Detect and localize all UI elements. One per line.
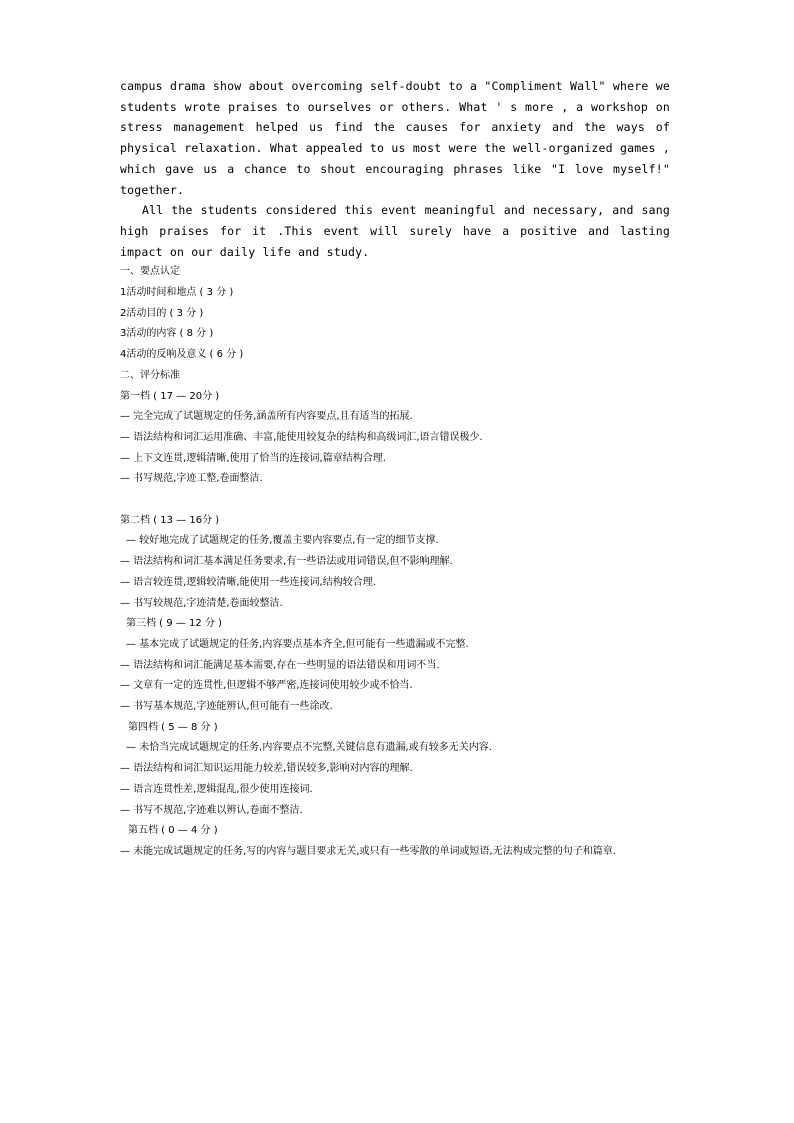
band-4-item: — 语法结构和词汇知识运用能力较差,错误较多,影响对内容的理解. — [120, 763, 413, 775]
band-3-title: 第三档 ( 9 — 12 分 ) — [126, 618, 222, 630]
band-1-title: 第一档 ( 17 — 20分 ) — [120, 390, 220, 402]
key-point-item: 4活动的反响及意义 ( 6 分 ) — [120, 349, 244, 361]
band-3-item: — 语法结构和词汇能满足基本需要,存在一些明显的语法错误和用词不当. — [120, 659, 440, 671]
band-4-title: 第四档 ( 5 — 8 分 ) — [128, 721, 218, 733]
band-2-item: — 语言较连贯,逻辑较清晰,能使用一些连接词,结构较合理. — [120, 576, 376, 588]
band-4-item: — 未恰当完成试题规定的任务,内容要点不完整,关键信息有遗漏,或有较多无关内容. — [126, 742, 492, 754]
band-3-item: — 基本完成了试题规定的任务,内容要点基本齐全,但可能有一些遗漏或不完整. — [126, 638, 469, 650]
key-points-heading: 一、要点认定 — [120, 266, 180, 278]
document-page — [120, 76, 670, 863]
band-5-item: — 未能完成试题规定的任务,写的内容与题目要求无关,或只有一些零散的单词或短语,无法构成完整的句子和篇章. — [120, 846, 616, 857]
band-3-item: — 文章有一定的连贯性,但逻辑不够严密,连接词使用较少或不恰当. — [120, 680, 413, 692]
band-1-item: — 完全完成了试题规定的任务,涵盖所有内容要点,且有适当的拓展. — [120, 411, 413, 423]
band-3-item: — 书写基本规范,字迹能辨认,但可能有一些涂改. — [120, 701, 333, 713]
band-2-title: 第二档 ( 13 — 16分 ) — [120, 514, 220, 526]
essay-paragraph-1: campus drama show about overcoming self-doubt to a "Compliment Wall" where we students wrote praises to ourselves or others. What ' s more , a workshop on stress management helped us find the causes for anxiety and the ways of physical relaxation. What appealed to us most were the well-organized games , which gave us a chance to shout encouraging phrases like "I love myself!" together. — [120, 79, 670, 197]
band-2-item: — 书写较规范,字迹清楚,卷面较整洁. — [120, 597, 283, 609]
band-2-item: — 语法结构和词汇基本满足任务要求,有一些语法或用词错误,但不影响理解. — [120, 556, 453, 568]
scoring-heading: 二、评分标准 — [120, 369, 180, 381]
band-4-item: — 语言连贯性差,逻辑混乱,很少使用连接词. — [120, 783, 313, 795]
key-point-item: 2活动目的 ( 3 分 ) — [120, 307, 204, 319]
spacer — [120, 490, 670, 511]
band-2-item: — 较好地完成了试题规定的任务,覆盖主要内容要点,有一定的细节支撑. — [126, 535, 439, 547]
band-5-title: 第五档 ( 0 — 4 分 ) — [128, 825, 218, 837]
band-1-item: — 语法结构和词汇运用准确、丰富,能使用较复杂的结构和高级词汇,语言错误极少. — [120, 431, 483, 443]
band-1-item: — 书写规范,字迹工整,卷面整洁. — [120, 473, 263, 485]
band-1-item: — 上下文连贯,逻辑清晰,使用了恰当的连接词,篇章结构合理. — [120, 452, 386, 464]
essay-paragraph-2: All the students considered this event meaningful and necessary, and sang high praises for it .This event will surely have a positive and lasting impact on our daily life and study. — [120, 203, 670, 259]
key-point-item: 3活动的内容 ( 8 分 ) — [120, 328, 214, 340]
band-4-item: — 书写不规范,字迹难以辨认,卷面不整洁. — [120, 804, 303, 816]
key-point-item: 1活动时间和地点 ( 3 分 ) — [120, 287, 234, 299]
